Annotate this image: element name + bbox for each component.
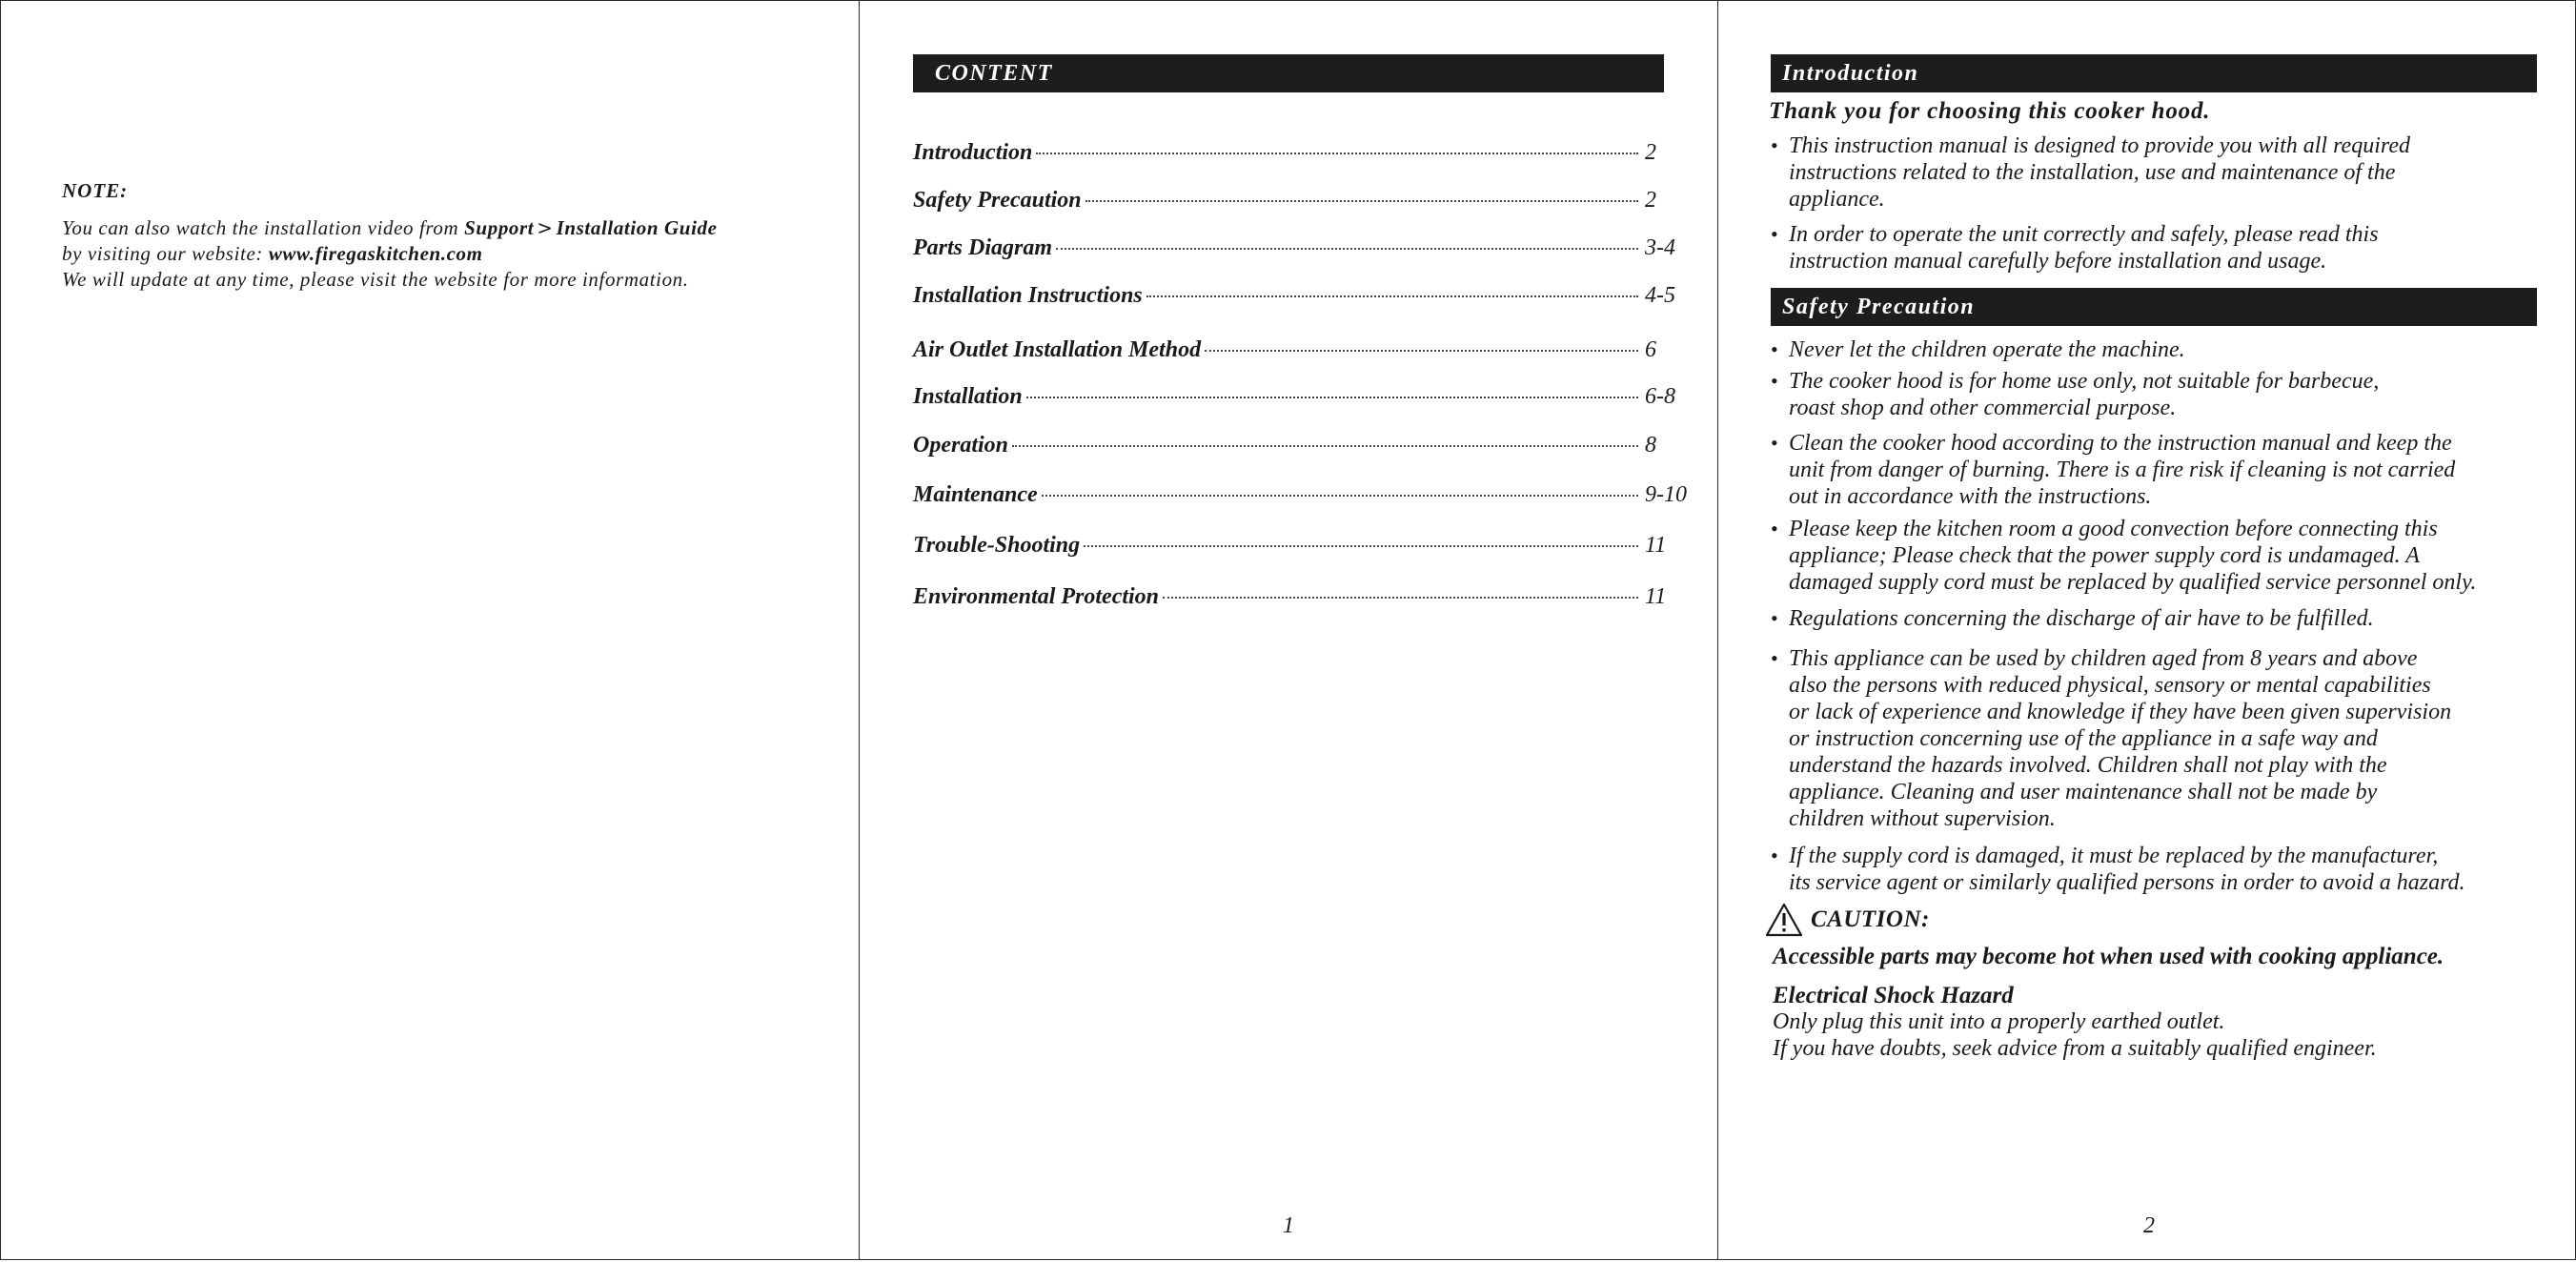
- toc-leader-dots: [1036, 153, 1638, 154]
- toc-entry[interactable]: [913, 384, 1694, 415]
- bullet-line: appliance.: [1789, 187, 1885, 212]
- support-link-text: Support: [464, 216, 535, 239]
- bullet-line: or instruction concerning use of the appliance in a safe way and: [1789, 726, 2378, 751]
- toc-leader-dots: [1085, 200, 1638, 202]
- toc-entry-label: Safety Precaution: [913, 188, 1082, 213]
- chevron-right-icon: >: [537, 216, 554, 239]
- bullet-item: [1771, 516, 2576, 596]
- toc-entry[interactable]: [913, 188, 1694, 218]
- bullet-line: • The cooker hood is for home use only, not suitable for barbecue,: [1789, 369, 2380, 394]
- bullet-line: • In order to operate the unit correctly and safely, please read this: [1789, 222, 2379, 247]
- bullet-item: [1771, 430, 2576, 510]
- toc-leader-dots: [1026, 397, 1638, 398]
- toc-leader-dots: [1042, 495, 1638, 497]
- toc-entry-page: 4-5: [1645, 283, 1675, 308]
- bullet-item: [1771, 605, 2576, 632]
- page-number: 2: [2143, 1213, 2155, 1238]
- bullet-line: • This appliance can be used by children aged from 8 years and above: [1789, 646, 2418, 671]
- toc-entry-page: 3-4: [1645, 235, 1675, 260]
- bullet-line: • Never let the children operate the machine.: [1789, 337, 2185, 362]
- bullet-item: [1771, 368, 2576, 421]
- toc-entry-page: 6: [1645, 337, 1656, 362]
- bullet-item: [1771, 336, 2576, 363]
- toc-leader-dots: [1056, 248, 1638, 250]
- toc-entry-label: Installation Instructions: [913, 283, 1143, 308]
- bullet-line: out in accordance with the instructions.: [1789, 484, 2152, 509]
- bullet-item: [1771, 221, 2576, 275]
- toc-entry[interactable]: [913, 140, 1694, 171]
- note-line-1-prefix: You can also watch the installation video from: [62, 216, 465, 239]
- left-panel: [0, 0, 860, 1260]
- bullet-line: also the persons with reduced physical, sensory or mental capabilities: [1789, 673, 2431, 698]
- caution-label: CAUTION:: [1811, 906, 1930, 932]
- toc-entry[interactable]: [913, 482, 1694, 513]
- website-link[interactable]: www.firegaskitchen.com: [268, 242, 483, 265]
- introduction-heading: Introduction: [1771, 54, 2537, 92]
- shock-hazard-line: If you have doubts, seek advice from a suitably qualified engineer.: [1773, 1036, 2377, 1061]
- shock-hazard-title: Electrical Shock Hazard: [1773, 983, 2014, 1008]
- toc-leader-dots: [1205, 350, 1638, 352]
- bullet-line: children without supervision.: [1789, 806, 2056, 831]
- toc-entry-label: Operation: [913, 433, 1009, 458]
- contents-panel: [859, 0, 1718, 1260]
- toc-entry-label: Air Outlet Installation Method: [913, 337, 1202, 362]
- installation-note: [62, 178, 843, 293]
- hot-parts-warning: Accessible parts may become hot when used with cooking appliance.: [1773, 944, 2444, 969]
- toc-leader-dots: [1012, 445, 1638, 447]
- bullet-line: • Regulations concerning the discharge of air have to be fulfilled.: [1789, 606, 2374, 631]
- bullet-line: understand the hazards involved. Children shall not play with the: [1789, 753, 2387, 778]
- toc-leader-dots: [1084, 545, 1638, 547]
- toc-entry-page: 9-10: [1645, 482, 1687, 507]
- toc-entry-label: Trouble-Shooting: [913, 533, 1081, 558]
- toc-entry-page: 11: [1645, 533, 1667, 558]
- toc-entry[interactable]: [913, 283, 1694, 314]
- note-line-2-prefix: by visiting our website:: [62, 242, 269, 265]
- toc-entry-page: 6-8: [1645, 384, 1675, 409]
- caution-heading: [1765, 903, 1930, 937]
- bullet-line: damaged supply cord must be replaced by qualified service personnel only.: [1789, 570, 2477, 595]
- toc-entry-page: 2: [1645, 140, 1656, 165]
- warning-triangle-icon: [1765, 903, 1803, 937]
- note-line-3: We will update at any time, please visit the website for more information.: [62, 268, 689, 291]
- toc-entry[interactable]: [913, 235, 1694, 266]
- safety-heading: Safety Precaution: [1771, 288, 2537, 326]
- bullet-line: • This instruction manual is designed to provide you with all required: [1789, 133, 2410, 158]
- toc-leader-dots: [1163, 597, 1638, 599]
- toc-entry-label: Installation: [913, 384, 1023, 409]
- bullet-line: • If the supply cord is damaged, it must be replaced by the manufacturer,: [1789, 844, 2439, 868]
- toc-entry[interactable]: [913, 337, 1694, 368]
- thanks-line: Thank you for choosing this cooker hood.: [1769, 98, 2211, 124]
- installation-guide-link-text: Installation Guide: [556, 216, 718, 239]
- toc-entry-page: 2: [1645, 188, 1656, 213]
- toc-entry-label: Introduction: [913, 140, 1033, 165]
- bullet-line: roast shop and other commercial purpose.: [1789, 396, 2177, 420]
- bullet-line: • Clean the cooker hood according to the instruction manual and keep the: [1789, 431, 2452, 456]
- toc-entry-label: Maintenance: [913, 482, 1038, 507]
- bullet-item: [1771, 645, 2576, 832]
- note-line-2: [62, 241, 843, 267]
- bullet-line: instruction manual carefully before installation and usage.: [1789, 249, 2327, 274]
- shock-hazard-line: Only plug this unit into a properly earthed outlet.: [1773, 1009, 2225, 1034]
- page-number: 1: [1283, 1213, 1294, 1238]
- contents-heading: CONTENT: [913, 54, 1664, 92]
- note-title: NOTE:: [62, 179, 129, 202]
- toc-leader-dots: [1146, 295, 1638, 297]
- bullet-item: [1771, 843, 2576, 896]
- introduction-panel: [1717, 0, 2576, 1260]
- bullet-line: appliance; Please check that the power supply cord is undamaged. A: [1789, 543, 2420, 568]
- toc-entry[interactable]: [913, 584, 1694, 615]
- toc-entry-page: 11: [1645, 584, 1667, 609]
- toc-entry-page: 8: [1645, 433, 1656, 458]
- bullet-line: • Please keep the kitchen room a good convection before connecting this: [1789, 517, 2438, 541]
- toc-entry-label: Parts Diagram: [913, 235, 1053, 260]
- bullet-line: unit from danger of burning. There is a fire risk if cleaning is not carried: [1789, 458, 2456, 482]
- bullet-line: appliance. Cleaning and user maintenance shall not be made by: [1789, 780, 2378, 804]
- toc-entry-label: Environmental Protection: [913, 584, 1160, 609]
- bullet-line: or lack of experience and knowledge if they have been given supervision: [1789, 700, 2452, 724]
- bullet-item: [1771, 132, 2576, 213]
- bullet-line: instructions related to the installation, use and maintenance of the: [1789, 160, 2396, 185]
- bullet-line: its service agent or similarly qualified persons in order to avoid a hazard.: [1789, 870, 2465, 895]
- toc-entry[interactable]: [913, 533, 1694, 563]
- toc-entry[interactable]: [913, 433, 1694, 463]
- note-line-1: [62, 215, 843, 241]
